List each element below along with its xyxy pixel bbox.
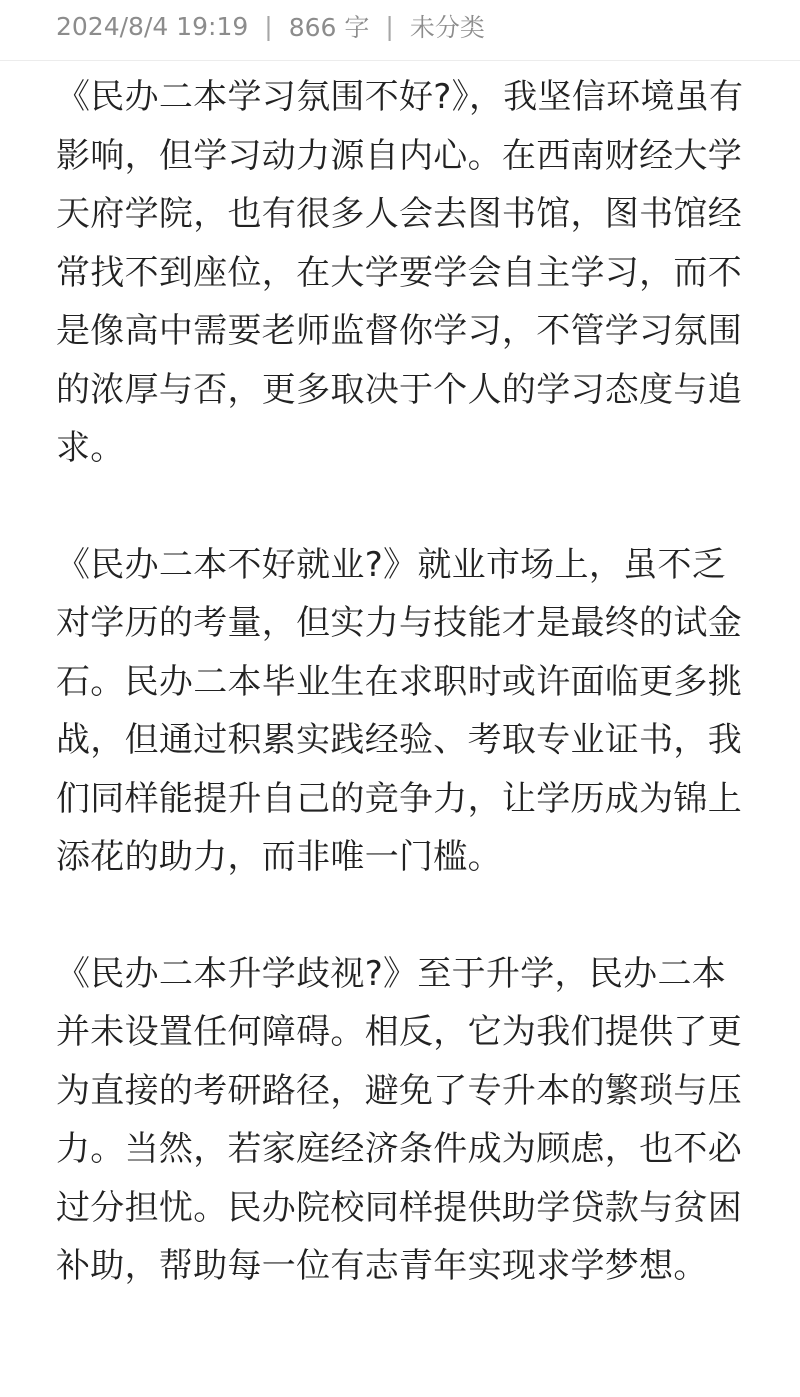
word-count: 866 字 xyxy=(288,13,370,42)
meta-separator: | xyxy=(385,11,394,41)
article-meta-bar xyxy=(0,0,800,52)
publish-date: 2024/8/4 19:19 xyxy=(56,11,249,41)
article-paragraph: 《民办二本不好就业?》就业市场上，虽不乏对学历的考量，但实力与技能才是最终的试金石。民办二本毕业生在求职时或许面临更多挑战，但通过积累实践经验、考取专业证书，我们同样能提升自己的竞争力，让学历成为锦上添花的助力，而非唯一门槛。 xyxy=(56,544,742,877)
article-paragraph: 《民办二本升学歧视?》至于升学，民办二本并未设置任何障碍。相反，它为我们提供了更为直接的考研路径，避免了专升本的繁琐与压力。当然，若家庭经济条件成为顾虑，也不必过分担忧。民办院校同样提供助学贷款与贫困补助，帮助每一位有志青年实现求学梦想。 xyxy=(56,953,742,1286)
article-paragraph: 《民办二本学习氛围不好?》，我坚信环境虽有影响，但学习动力源自内心。在西南财经大学天府学院，也有很多人会去图书馆，图书馆经常找不到座位，在大学要学会自主学习，而不是像高中需要老师监督你学习，不管学习氛围的浓厚与否，更多取决于个人的学习态度与追求。 xyxy=(56,77,744,468)
article-body xyxy=(56,68,756,1296)
meta-separator: | xyxy=(264,11,273,41)
category-label[interactable]: 未分类 xyxy=(409,13,485,42)
header-divider xyxy=(0,60,800,61)
